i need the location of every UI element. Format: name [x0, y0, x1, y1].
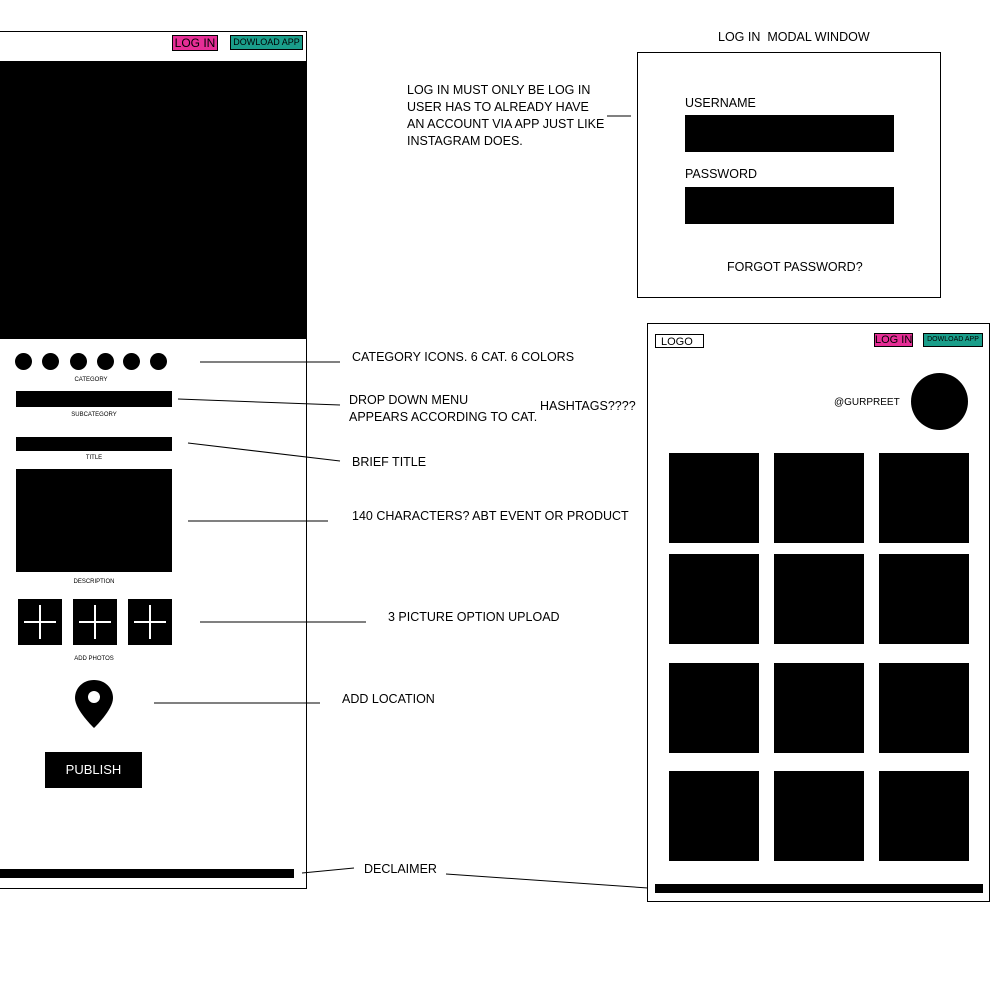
- subcategory-label: SUBCATEGORY: [71, 412, 117, 418]
- photos-note: 3 PICTURE OPTION UPLOAD: [388, 610, 560, 624]
- password-input[interactable]: [685, 187, 894, 224]
- username-label: USERNAME: [685, 96, 756, 110]
- login-note-line-4: INSTAGRAM DOES.: [407, 134, 523, 148]
- grid-photo-4[interactable]: [669, 554, 759, 644]
- logo-box[interactable]: [655, 334, 704, 348]
- login-note-line-3: AN ACCOUNT VIA APP JUST LIKE: [407, 117, 605, 131]
- profile-handle: @GURPREET: [834, 397, 900, 408]
- publish-label: PUBLISH: [65, 762, 122, 777]
- login-note-line-1: LOG IN MUST ONLY BE LOG IN: [407, 83, 591, 97]
- grid-photo-11[interactable]: [774, 771, 864, 861]
- login-button[interactable]: LOG IN: [172, 35, 218, 51]
- login-note-line-2: USER HAS TO ALREADY HAVE: [407, 100, 589, 114]
- description-note: 140 CHARACTERS? ABT EVENT OR PRODUCT: [352, 509, 629, 523]
- download-app-button[interactable]: DOWLOAD APP: [230, 35, 303, 50]
- disclaimer-leader-right: [446, 874, 648, 888]
- grid-photo-8[interactable]: [774, 663, 864, 753]
- grid-photo-10[interactable]: [669, 771, 759, 861]
- logo-text: LOGO: [661, 336, 693, 348]
- title-leader-line: [188, 443, 340, 461]
- grid-photo-12[interactable]: [879, 771, 969, 861]
- disclaimer-note: DECLAIMER: [364, 862, 437, 876]
- grid-photo-1[interactable]: [669, 453, 759, 543]
- avatar[interactable]: [911, 373, 968, 430]
- dropdown-note-line-1: DROP DOWN MENU: [349, 393, 469, 407]
- dropdown-leader-line: [178, 399, 340, 405]
- modal-heading: LOG IN MODAL WINDOW: [718, 30, 870, 44]
- hashtags-note: HASHTAGS????: [540, 399, 636, 413]
- dropdown-note-line-2: APPEARS ACCORDING TO CAT.: [349, 410, 538, 424]
- grid-photo-6[interactable]: [879, 554, 969, 644]
- grid-photo-9[interactable]: [879, 663, 969, 753]
- disclaimer-leader-left: [302, 868, 354, 873]
- title-label: TITLE: [85, 455, 103, 461]
- username-input[interactable]: [685, 115, 894, 152]
- title-note: BRIEF TITLE: [352, 455, 427, 469]
- profile-download-app-button[interactable]: DOWLOAD APP: [923, 333, 983, 347]
- grid-photo-3[interactable]: [879, 453, 969, 543]
- forgot-password-link[interactable]: FORGOT PASSWORD?: [727, 260, 863, 274]
- description-label: DESCRIPTION: [73, 579, 115, 585]
- grid-photo-7[interactable]: [669, 663, 759, 753]
- profile-disclaimer-bar: [655, 884, 983, 893]
- grid-photo-5[interactable]: [774, 554, 864, 644]
- category-label: CATEGORY: [74, 377, 108, 383]
- location-note: ADD LOCATION: [342, 692, 435, 706]
- add-photos-label: ADD PHOTOS: [74, 656, 114, 662]
- grid-photo-2[interactable]: [774, 453, 864, 543]
- profile-login-button[interactable]: LOG IN: [875, 334, 913, 346]
- password-label: PASSWORD: [685, 167, 757, 181]
- category-note: CATEGORY ICONS. 6 CAT. 6 COLORS: [352, 350, 575, 364]
